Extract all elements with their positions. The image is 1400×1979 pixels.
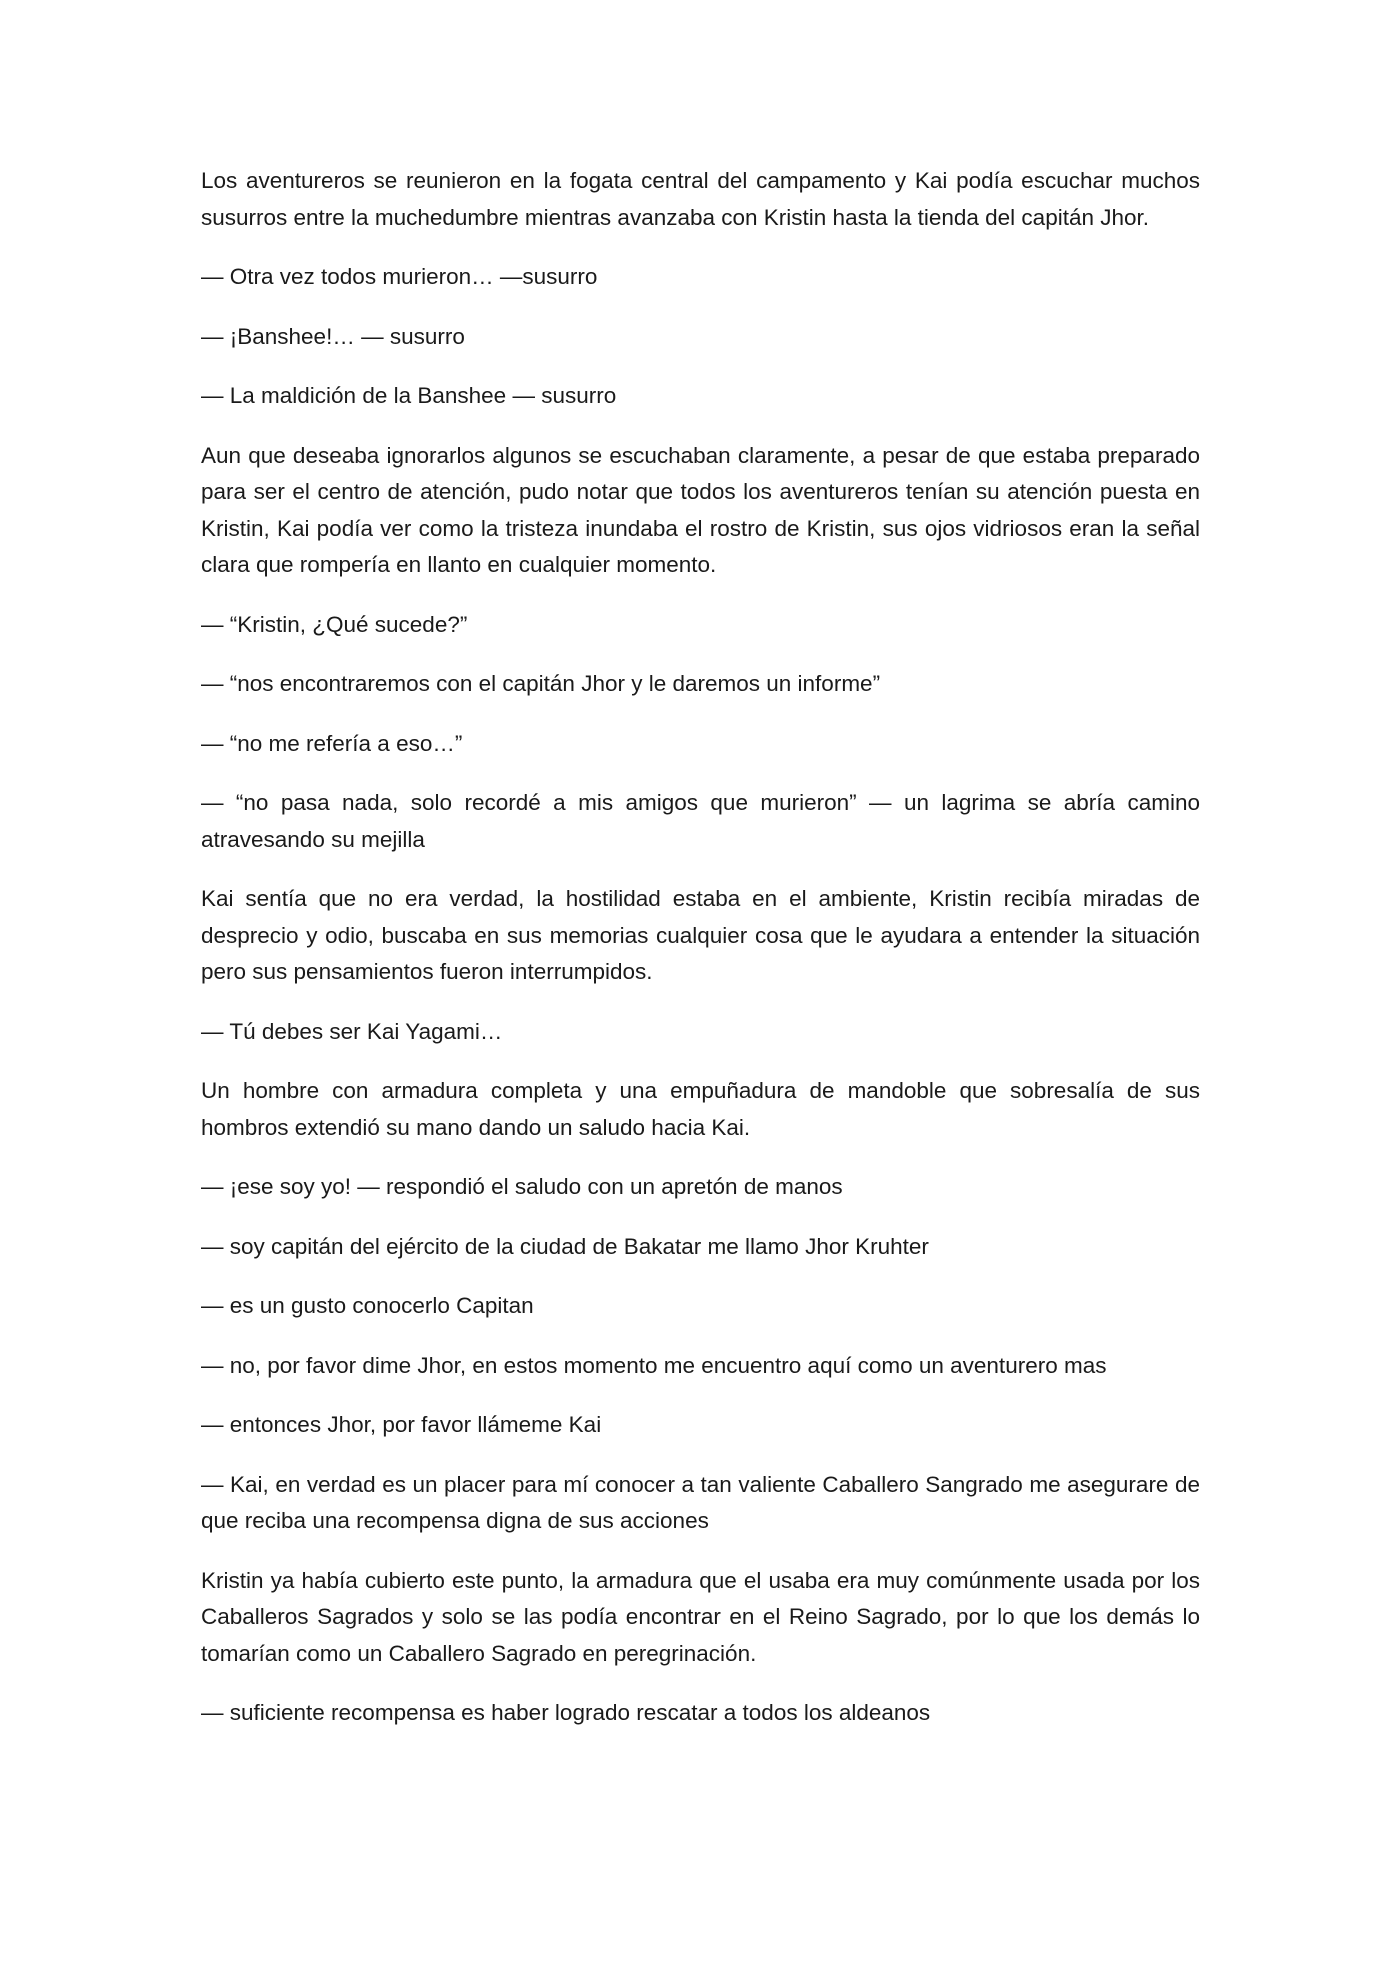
paragraph-dialogue: — Kai, en verdad es un placer para mí conocer a tan valiente Caballero Sangrado me asegurare de que reciba una recompensa digna de sus acciones <box>201 1471 1200 1533</box>
paragraph-dialogue: — suficiente recompensa es haber logrado rescatar a todos los aldeanos <box>201 1700 931 1725</box>
paragraph-narration: Los aventureros se reunieron en la fogata central del campamento y Kai podía escuchar muchos susurros entre la muchedumbre mientras avanzaba con Kristin hasta la tienda del capitán Jhor. <box>201 168 1200 230</box>
paragraph-dialogue: — “nos encontraremos con el capitán Jhor y le daremos un informe” <box>201 671 881 696</box>
paragraph-dialogue: — ¡ese soy yo! — respondió el saludo con un apretón de manos <box>201 1174 843 1199</box>
paragraph-dialogue: — soy capitán del ejército de la ciudad de Bakatar me llamo Jhor Kruhter <box>201 1233 929 1259</box>
paragraph-narration: Kristin ya había cubierto este punto, la armadura que el usaba era muy comúnmente usada por los Caballeros Sagrados y solo se las podía encontrar en el Reino Sagrado, por lo que los demás lo tomarían como un Caballero Sagrado en peregrinación. <box>201 1567 1200 1666</box>
paragraph-dialogue: — “no pasa nada, solo recordé a mis amigos que murieron” — un lagrima se abría camino atravesando su mejilla <box>201 790 1200 852</box>
paragraph-narration: Un hombre con armadura completa y una empuñadura de mandoble que sobresalía de sus hombros extendió su mano dando un saludo hacia Kai. <box>201 1078 1200 1140</box>
document-page <box>201 163 1200 1755</box>
paragraph-narration: Aun que deseaba ignorarlos algunos se escuchaban claramente, a pesar de que estaba preparado para ser el centro de atención, pudo notar que todos los aventureros tenían su atención puesta en Kristin, Kai podía ver como la tristeza inundaba el rostro de Kristin, sus ojos vidriosos eran la señal clara que rompería en llanto en cualquier momento. <box>201 442 1200 577</box>
paragraph-dialogue: — “no me refería a eso…” <box>201 730 463 756</box>
paragraph-dialogue: — Tú debes ser Kai Yagami… <box>201 1018 503 1044</box>
paragraph-dialogue: — Otra vez todos murieron… —susurro <box>201 264 598 289</box>
paragraph-dialogue: — “Kristin, ¿Qué sucede?” <box>201 611 468 637</box>
paragraph-dialogue: — no, por favor dime Jhor, en estos momento me encuentro aquí como un aventurero mas <box>201 1352 1107 1378</box>
paragraph-dialogue: — es un gusto conocerlo Capitan <box>201 1293 534 1318</box>
paragraph-narration: Kai sentía que no era verdad, la hostilidad estaba en el ambiente, Kristin recibía miradas de desprecio y odio, buscaba en sus memorias cualquier cosa que le ayudara a entender la situación pero sus pensamientos fueron interrumpidos. <box>201 886 1200 984</box>
paragraph-dialogue: — entonces Jhor, por favor llámeme Kai <box>201 1412 602 1437</box>
paragraph-dialogue: — La maldición de la Banshee — susurro <box>201 383 617 408</box>
paragraph-dialogue: — ¡Banshee!… — susurro <box>201 323 465 349</box>
